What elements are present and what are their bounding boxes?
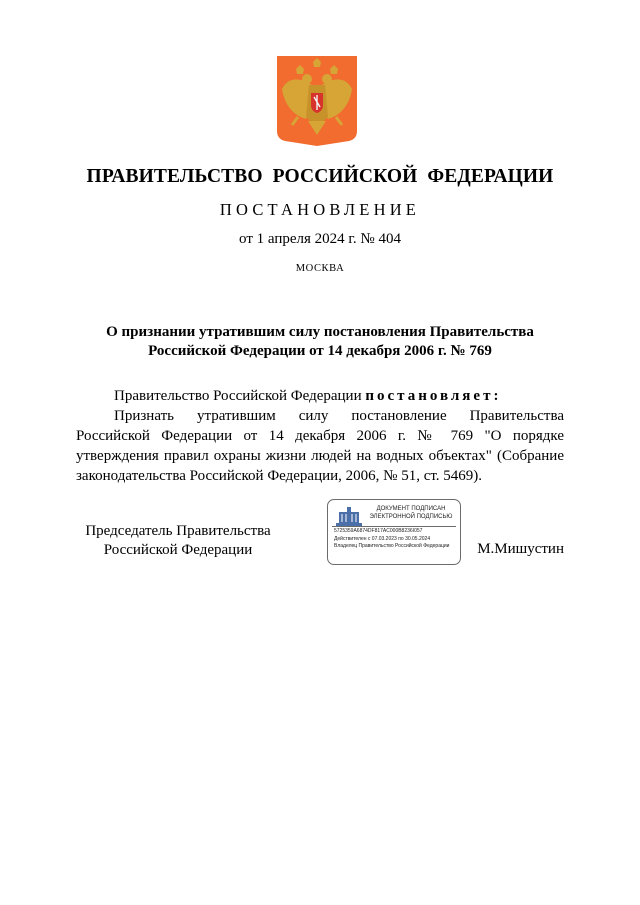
stamp-title	[364, 505, 458, 521]
government-title: ПРАВИТЕЛЬСТВО РОССИЙСКОЙ ФЕДЕРАЦИИ	[86, 166, 554, 187]
decree-intro	[76, 386, 564, 406]
stamp-title-line-1: ДОКУМЕНТ ПОДПИСАН	[376, 506, 446, 512]
signer-name: М.Мишустин	[477, 541, 564, 557]
stamp-validity: Действителен с 07.03.2023 по 30.05.2024	[334, 536, 431, 542]
stamp-title-line-2: ЭЛЕКТРОННОЙ ПОДПИСЬЮ	[369, 514, 453, 520]
document-body	[76, 386, 564, 486]
decree-keyword: постановляет:	[365, 388, 502, 404]
stamp-divider	[332, 526, 456, 527]
subject-line-2: Российской Федерации от 14 декабря 2006 г. № 769	[148, 343, 492, 359]
coat-of-arms-icon	[276, 55, 358, 147]
document-city: МОСКВА	[295, 263, 345, 274]
stamp-owner: Владелец Правительство Российской Федерации	[334, 543, 450, 549]
government-building-icon	[336, 506, 362, 526]
electronic-signature-stamp	[327, 499, 461, 565]
document-type: ПОСТАНОВЛЕНИЕ	[219, 200, 421, 219]
document-date: от 1 апреля 2024 г. № 404	[239, 231, 401, 247]
subject-line-1: О признании утратившим силу постановления Правительства	[106, 324, 534, 340]
stamp-certificate: 5725359A6874DF817AC000B8236I057	[334, 528, 423, 534]
signer-position-line-1: Председатель Правительства	[85, 523, 271, 539]
decree-intro-text: Правительство Российской Федерации	[114, 388, 366, 404]
document-subject	[70, 323, 570, 361]
decree-paragraph: Признать утратившим силу постановление Правительства Российской Федерации от 14 декабря 2006 г. № 769 "О порядке утверждения правил охраны жизни людей на водных объектах" (Собрание законодательства Российской Федерации, 2006, № 51, ст. 5469).	[76, 408, 564, 484]
signer-position-line-2: Российской Федерации	[103, 542, 253, 558]
signer-position	[78, 522, 278, 560]
